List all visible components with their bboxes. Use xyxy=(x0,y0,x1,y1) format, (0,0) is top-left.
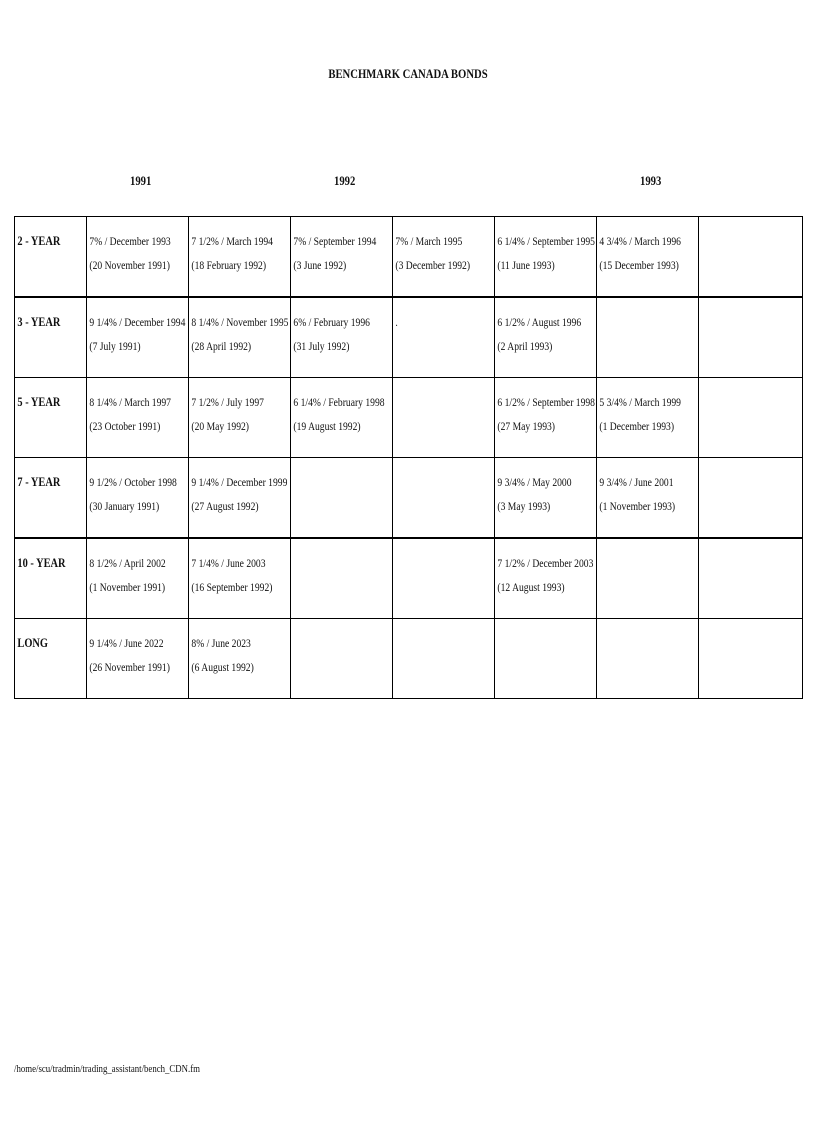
bond-cell-content xyxy=(597,217,681,277)
bond-cell xyxy=(393,538,495,619)
bond-cell-content xyxy=(291,619,372,679)
bond-issue-text xyxy=(395,631,473,655)
bond-cell-content xyxy=(189,458,288,518)
bond-cell xyxy=(189,538,291,619)
bond-issue-text xyxy=(395,390,473,414)
bond-issue-text: 9 3/4% / June 2001 xyxy=(599,475,674,489)
table-row xyxy=(15,378,803,458)
bond-cell xyxy=(393,217,495,298)
bond-cell xyxy=(291,458,393,539)
bond-cell xyxy=(87,217,189,298)
bond-issue-text xyxy=(293,470,371,494)
bond-issue-text xyxy=(599,631,677,655)
bond-cell-content xyxy=(87,378,171,438)
bond-issue-date-text: (28 April 1992) xyxy=(191,339,252,353)
bond-cell-content xyxy=(495,378,595,438)
bond-cell xyxy=(189,378,291,458)
bond-issue-text: 6 1/2% / September 1998 xyxy=(497,395,595,409)
bond-issue-date-text: (19 August 1992) xyxy=(293,419,361,433)
bond-issue-date-text: (30 January 1991) xyxy=(89,499,160,513)
bond-issue-date-text xyxy=(701,655,781,679)
bond-cell xyxy=(87,297,189,378)
bond-cell xyxy=(393,619,495,699)
bond-issue-date-text xyxy=(701,334,781,358)
row-term-label-cell xyxy=(15,217,87,298)
table-row xyxy=(15,619,803,699)
bond-cell xyxy=(393,297,495,378)
bond-issue-date-text: (31 July 1992) xyxy=(293,339,350,353)
bond-cell-content xyxy=(189,217,273,277)
bond-issue-date-text: (15 December 1993) xyxy=(599,258,679,272)
bond-cell-content xyxy=(393,539,474,599)
bond-issue-text: . xyxy=(395,315,398,329)
bond-cell-content xyxy=(597,378,681,438)
bond-cell xyxy=(87,619,189,699)
bond-issue-date-text: (27 August 1992) xyxy=(191,499,259,513)
bond-issue-date-text: (12 August 1993) xyxy=(497,580,565,594)
bond-cell xyxy=(87,378,189,458)
bond-cell-content xyxy=(699,539,781,599)
bond-cell-content xyxy=(189,378,270,438)
row-term-label: 5 - YEAR xyxy=(17,394,61,409)
bond-cell-content xyxy=(699,298,781,358)
bond-issue-date-text xyxy=(395,575,473,599)
bond-cell xyxy=(597,217,699,298)
row-term-label-cell xyxy=(15,378,87,458)
bond-issue-date-text xyxy=(395,494,473,518)
bond-issue-text xyxy=(701,390,781,414)
bond-cell xyxy=(291,297,393,378)
bond-cell-content xyxy=(597,298,678,358)
row-term-label: 10 - YEAR xyxy=(17,555,66,570)
bond-issue-text: 7 1/2% / July 1997 xyxy=(191,395,264,409)
bond-cell xyxy=(291,378,393,458)
bond-issue-text xyxy=(497,631,575,655)
bond-issue-date-text: (11 June 1993) xyxy=(497,258,555,272)
bond-cell-content xyxy=(495,458,576,518)
bond-cell xyxy=(699,217,803,298)
bond-issue-text: 7% / March 1995 xyxy=(395,234,463,248)
row-term-label: 3 - YEAR xyxy=(17,314,61,329)
bond-issue-text xyxy=(701,229,781,253)
bond-cell-content xyxy=(699,619,781,679)
bond-cell-content xyxy=(189,298,289,358)
bond-cell-content xyxy=(291,539,372,599)
bond-cell-content xyxy=(699,217,781,277)
year-heading-1993: 1993 xyxy=(640,173,662,188)
row-term-label-cell xyxy=(15,619,87,699)
table-row xyxy=(15,538,803,619)
benchmark-bonds-table xyxy=(14,216,803,699)
table-row xyxy=(15,297,803,378)
bond-cell-content xyxy=(393,378,474,438)
bond-cell xyxy=(291,619,393,699)
bond-cell-content xyxy=(495,298,582,358)
bond-issue-text: 5 3/4% / March 1999 xyxy=(599,395,681,409)
bond-cell xyxy=(291,538,393,619)
bond-cell xyxy=(597,458,699,539)
bond-issue-text xyxy=(701,310,781,334)
bond-cell xyxy=(495,458,597,539)
bond-cell-content xyxy=(495,539,594,599)
bond-cell-content xyxy=(87,539,168,599)
bond-cell-content xyxy=(495,217,595,277)
year-heading-1991: 1991 xyxy=(130,173,152,188)
bond-cell xyxy=(189,297,291,378)
bond-issue-text xyxy=(293,631,371,655)
bond-cell-content xyxy=(393,298,474,358)
footer-file-path: /home/scu/tradmin/trading_assistant/bench_CDN.fm xyxy=(14,1063,200,1075)
bond-issue-date-text: (1 November 1993) xyxy=(599,499,676,513)
bond-cell-content xyxy=(291,298,372,358)
bond-issue-date-text: (16 September 1992) xyxy=(191,580,273,594)
bond-cell-content xyxy=(291,217,377,277)
bond-cell xyxy=(495,619,597,699)
bond-cell-content xyxy=(699,458,781,518)
bond-issue-text xyxy=(395,551,473,575)
bond-issue-date-text: (20 November 1991) xyxy=(89,258,170,272)
bond-issue-date-text xyxy=(293,655,371,679)
bond-issue-date-text: (3 June 1992) xyxy=(293,258,347,272)
bond-issue-text: 6 1/2% / August 1996 xyxy=(497,315,582,329)
bond-cell-content xyxy=(597,539,678,599)
bond-issue-date-text: (7 July 1991) xyxy=(89,339,141,353)
bond-cell xyxy=(495,217,597,298)
bond-cell-content xyxy=(87,619,168,679)
row-term-label-cell xyxy=(15,458,87,539)
bond-issue-text xyxy=(395,470,473,494)
bond-cell xyxy=(393,378,495,458)
bond-issue-text: 9 1/2% / October 1998 xyxy=(89,475,177,489)
bond-cell xyxy=(699,297,803,378)
bond-cell xyxy=(597,619,699,699)
bond-cell xyxy=(699,619,803,699)
bond-cell xyxy=(699,458,803,539)
bond-cell-content xyxy=(189,619,270,679)
bond-issue-text: 6% / February 1996 xyxy=(293,315,370,329)
bond-issue-date-text: (20 May 1992) xyxy=(191,419,249,433)
bond-cell xyxy=(597,378,699,458)
page-title: BENCHMARK CANADA BONDS xyxy=(328,66,488,81)
bond-issue-date-text xyxy=(497,655,575,679)
bond-cell-content xyxy=(597,619,678,679)
bond-issue-date-text xyxy=(395,334,473,358)
bond-issue-text: 7 1/2% / December 2003 xyxy=(497,556,594,570)
bond-issue-date-text xyxy=(599,575,677,599)
bond-cell xyxy=(699,378,803,458)
bond-issue-text xyxy=(701,631,781,655)
bond-cell-content xyxy=(393,458,474,518)
year-heading-1992: 1992 xyxy=(334,173,356,188)
bond-issue-date-text xyxy=(701,575,781,599)
bond-issue-date-text xyxy=(293,575,371,599)
row-term-label-cell xyxy=(15,297,87,378)
bond-cell xyxy=(87,538,189,619)
bond-cell xyxy=(699,538,803,619)
bond-cell xyxy=(291,217,393,298)
row-term-label: 7 - YEAR xyxy=(17,474,61,489)
bond-cell-content xyxy=(87,458,177,518)
bond-cell xyxy=(495,378,597,458)
bond-cell-content xyxy=(87,217,171,277)
bond-issue-text xyxy=(599,310,677,334)
bond-issue-text: 6 1/4% / September 1995 xyxy=(497,234,595,248)
bond-cell xyxy=(597,538,699,619)
bond-issue-text: 7% / September 1994 xyxy=(293,234,377,248)
bond-cell-content xyxy=(393,619,474,679)
bond-cell-content xyxy=(495,619,576,679)
bond-issue-date-text xyxy=(395,655,473,679)
bond-issue-text xyxy=(293,551,371,575)
row-term-label-cell xyxy=(15,538,87,619)
bond-cell-content xyxy=(189,539,273,599)
bond-issue-date-text: (27 May 1993) xyxy=(497,419,555,433)
bond-cell-content xyxy=(393,217,474,277)
bond-cell xyxy=(393,458,495,539)
bond-issue-text: 9 3/4% / May 2000 xyxy=(497,475,572,489)
bond-issue-text: 8 1/4% / March 1997 xyxy=(89,395,171,409)
table-row xyxy=(15,217,803,298)
bond-issue-date-text: (3 December 1992) xyxy=(395,258,471,272)
bond-cell-content xyxy=(291,378,385,438)
bond-issue-date-text: (2 April 1993) xyxy=(497,339,553,353)
bond-issue-date-text: (3 May 1993) xyxy=(497,499,551,513)
bond-cell-content xyxy=(699,378,781,438)
bond-cell-content xyxy=(87,298,186,358)
bond-issue-date-text xyxy=(599,655,677,679)
bond-issue-date-text xyxy=(395,414,473,438)
bond-issue-text xyxy=(599,551,677,575)
bond-issue-date-text: (6 August 1992) xyxy=(191,660,254,674)
bond-issue-date-text xyxy=(701,414,781,438)
row-term-label: 2 - YEAR xyxy=(17,233,61,248)
bond-cell xyxy=(189,458,291,539)
bond-cell xyxy=(495,538,597,619)
bond-cell-content xyxy=(291,458,372,518)
bond-issue-text: 8 1/4% / November 1995 xyxy=(191,315,289,329)
bond-issue-text: 6 1/4% / February 1998 xyxy=(293,395,385,409)
bond-issue-text xyxy=(701,551,781,575)
bond-issue-date-text: (1 November 1991) xyxy=(89,580,166,594)
row-term-label: LONG xyxy=(17,635,49,650)
bond-issue-text: 8% / June 2023 xyxy=(191,636,251,650)
bond-issue-text: 7 1/4% / June 2003 xyxy=(191,556,266,570)
bond-cell xyxy=(495,297,597,378)
bond-issue-text: 4 3/4% / March 1996 xyxy=(599,234,681,248)
bond-issue-text: 9 1/4% / December 1994 xyxy=(89,315,186,329)
bonds-table-body xyxy=(15,217,803,699)
bond-issue-text: 9 1/4% / December 1999 xyxy=(191,475,288,489)
bond-issue-date-text: (18 February 1992) xyxy=(191,258,267,272)
bond-issue-date-text xyxy=(701,494,781,518)
table-row xyxy=(15,458,803,539)
bond-issue-date-text: (26 November 1991) xyxy=(89,660,170,674)
bond-issue-date-text: (23 October 1991) xyxy=(89,419,161,433)
bond-cell-content xyxy=(597,458,678,518)
bond-issue-text xyxy=(701,470,781,494)
bond-issue-text: 7 1/2% / March 1994 xyxy=(191,234,273,248)
bond-cell xyxy=(597,297,699,378)
bond-issue-date-text xyxy=(293,494,371,518)
bond-cell xyxy=(87,458,189,539)
bond-issue-date-text xyxy=(599,334,677,358)
bond-issue-date-text: (1 December 1993) xyxy=(599,419,675,433)
bond-cell xyxy=(189,217,291,298)
bond-issue-text: 8 1/2% / April 2002 xyxy=(89,556,166,570)
bond-cell xyxy=(189,619,291,699)
bond-issue-text: 9 1/4% / June 2022 xyxy=(89,636,164,650)
bond-issue-date-text xyxy=(701,253,781,277)
bond-issue-text: 7% / December 1993 xyxy=(89,234,171,248)
